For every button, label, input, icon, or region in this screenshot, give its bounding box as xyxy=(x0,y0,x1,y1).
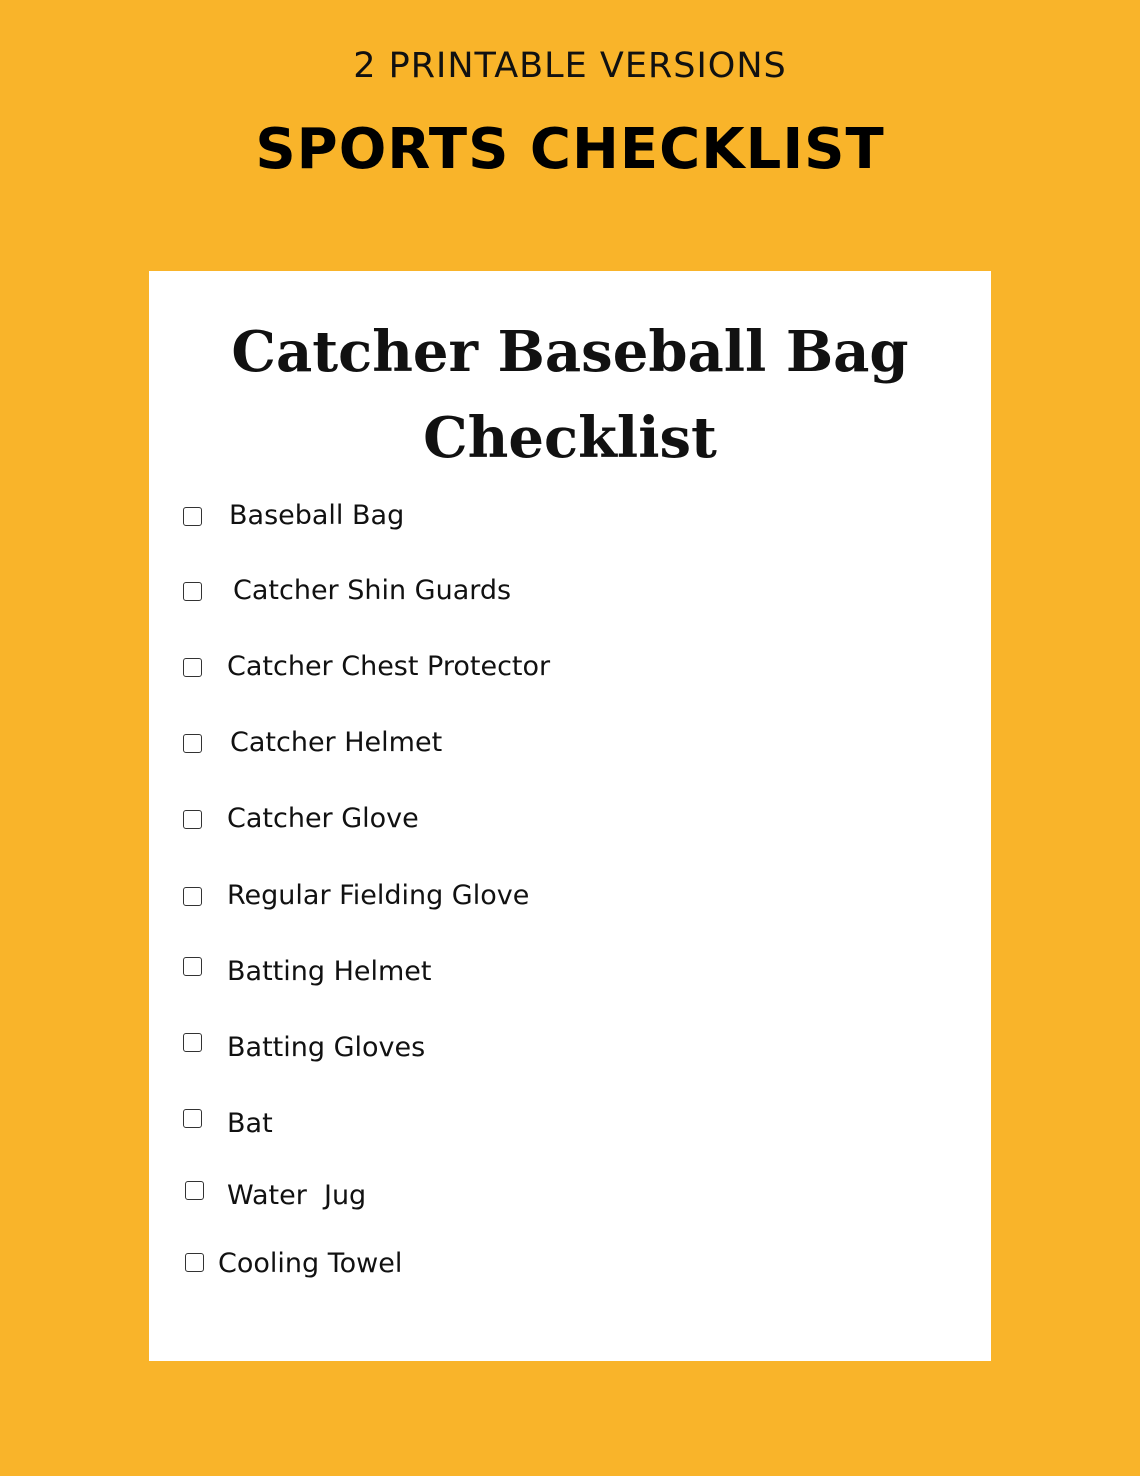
checklist-item xyxy=(149,955,849,995)
checklist-item-label: Catcher Glove xyxy=(227,803,419,834)
checklist-item-label: Catcher Helmet xyxy=(230,727,443,758)
checkbox[interactable] xyxy=(183,1033,202,1052)
checklist-item-label: Baseball Bag xyxy=(229,500,405,531)
checklist-title-line-2: Checklist xyxy=(423,405,717,471)
checklist-item xyxy=(149,802,849,842)
checklist-title-line-1: Catcher Baseball Bag xyxy=(231,319,909,385)
checklist-item xyxy=(149,1031,849,1071)
checkbox[interactable] xyxy=(185,1253,204,1272)
checkbox[interactable] xyxy=(183,658,202,677)
checklist-item-label: Bat xyxy=(227,1108,273,1139)
checklist-item xyxy=(149,1247,849,1287)
checklist-card xyxy=(149,271,991,1361)
checkbox[interactable] xyxy=(183,734,202,753)
checklist-item-label: Catcher Shin Guards xyxy=(233,575,512,606)
checkbox[interactable] xyxy=(185,1181,204,1200)
checkbox[interactable] xyxy=(183,582,202,601)
checklist-item xyxy=(149,499,849,539)
checklist-item xyxy=(149,1179,849,1219)
checklist-item-label: Batting Gloves xyxy=(227,1032,426,1063)
checkbox[interactable] xyxy=(183,810,202,829)
checklist-item-label: Cooling Towel xyxy=(218,1248,403,1279)
checklist-item-label: Catcher Chest Protector xyxy=(227,651,551,682)
checklist-item-label: Water Jug xyxy=(227,1180,367,1211)
checklist-item xyxy=(149,574,849,614)
checkbox[interactable] xyxy=(183,957,202,976)
checklist-item xyxy=(149,650,849,690)
checklist-item xyxy=(149,1107,849,1147)
kicker-text: 2 PRINTABLE VERSIONS xyxy=(353,46,787,86)
checklist-item-label: Batting Helmet xyxy=(227,956,432,987)
checkbox[interactable] xyxy=(183,507,202,526)
checklist-item xyxy=(149,726,849,766)
checklist-item xyxy=(149,879,849,919)
checklist-item-label: Regular Fielding Glove xyxy=(227,880,530,911)
checkbox[interactable] xyxy=(183,1109,202,1128)
page-title: SPORTS CHECKLIST xyxy=(255,117,885,182)
checklist-title xyxy=(149,309,991,481)
checkbox[interactable] xyxy=(183,887,202,906)
